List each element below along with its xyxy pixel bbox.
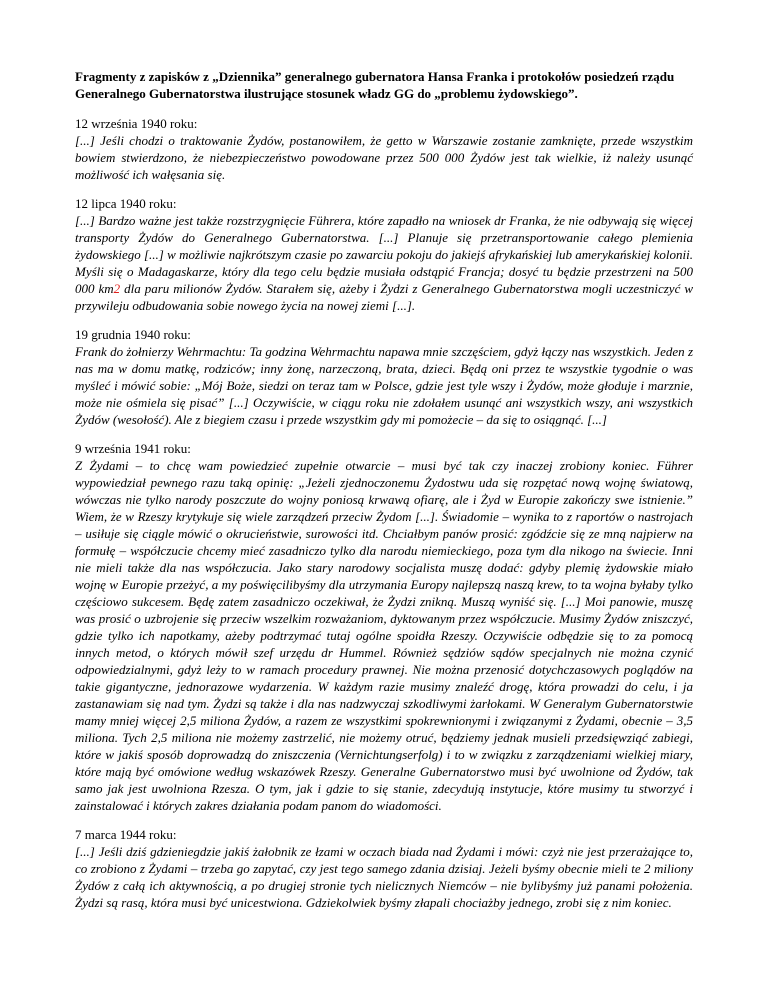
entry-1941-09-09 bbox=[75, 440, 693, 814]
superscript-red-2: 2 bbox=[113, 281, 121, 296]
entry-date: 12 lipca 1940 roku: bbox=[75, 196, 177, 211]
entry-text: Frank do żołnierzy Wehrmachtu: Ta godzina Wehrmachtu napawa mnie szczęściem, gdyż łączy nas wszystkich. Jeden z nas ma w domu matkę, rodziców; inny żonę, narzeczoną, brata, dzieci. Będą oni przez te wszystkie tygodnie o was myśleć i mówić sobie: „Mój Boże, siedzi on teraz tam w Polsce, gdzie jest tyle wszy i Żydów, może głoduje i marznie, może nie ośmiela się pisać” [...] Oczywiście, w ciągu roku nie zdołałem usunąć ani wszystkich wszy, ani wszystkich Żydów (wesołość). Ale z biegiem czasu i przede wszystkim gdy mi pomożecie – da się to osiągnąć. [...] bbox=[75, 344, 693, 427]
entry-date: 9 września 1941 roku: bbox=[75, 441, 191, 456]
document-title: Fragmenty z zapisków z „Dziennika” generalnego gubernatora Hansa Franka i protokołów posiedzeń rządu Generalnego Gubernatorstwa ilustrujące stosunek władz GG do „problemu żydowskiego”. bbox=[75, 69, 675, 101]
entry-date: 7 marca 1944 roku: bbox=[75, 827, 177, 842]
entry-date: 12 września 1940 roku: bbox=[75, 116, 198, 131]
entry-1944-03-07 bbox=[75, 826, 693, 911]
entry-date: 19 grudnia 1940 roku: bbox=[75, 327, 191, 342]
entry-1940-07-12 bbox=[75, 195, 693, 314]
entry-text: [...] Jeśli chodzi o traktowanie Żydów, postanowiłem, że getto w Warszawie zostanie zamknięte, przede wszystkim bowiem stwierdzono, że niebezpieczeństwo powodowane przez 500 000 Żydów jest tak wielkie, iż należy usunąć możliwość ich wałęsania się. bbox=[75, 133, 693, 182]
entry-text: Z Żydami – to chcę wam powiedzieć zupełnie otwarcie – musi być tak czy inaczej zrobiony koniec. Führer wypowiedział pewnego razu taką opinię: „Jeżeli zjednoczonemu Żydostwu uda się rozpętać nową wojnę światową, wówczas nie tylko narody poszczute do wojny poniosą krwawą ofiarę, ale i Żyd w Europie zakończy swe istnienie.” Wiem, że w Rzeszy krytykuje się wiele zarządzeń przeciw Żydom [...]. Świadomie – wynika to z raportów o nastrojach – usiłuje się ciągle mówić o okrucieństwie, surowości itd. Chciałbym panów prosić: zgódźcie się ze mną najpierw na formułę – współczucie chcemy mieć zasadniczo tylko dla narodu niemieckiego, poza tym dla nikogo na świecie. Inni nie mieli także dla nas współczucia. Jako stary narodowy socjalista muszę dodać: gdyby plemię żydowskie miało wojnę w Europie przeżyć, a my poświęcilibyśmy dla utrzymania Europy najlepszą naszą krew, to ta wojna byłaby tylko częściowo sukcesem. Będę zatem zasadniczo oczekiwał, że Żydzi znikną. Muszą wyniść się. [...] Moi panowie, muszę was prosić o uzbrojenie się przeciw wszelkim rozważaniom, dyktowanym przez współczucie. Musimy Żydów zniszczyć, gdzie tylko ich napotkamy, ażeby podtrzymać tutaj ogólne spoidła Rzeszy. Oczywiście odbędzie się to za pomocą innych metod, o których mówił szef urzędu dr Hummel. Również sędziów sądów specjalnych nie można czynić odpowiedzialnymi, gdyż leży to w ramach procedury prawnej. Nie można przenosić dotychczasowych poglądów na takie gigantyczne, jednorazowe wydarzenia. W każdym razie musimy znaleźć drogę, która prowadzi do celu, i ja zastanawiam się nad tym. Żydzi są także i dla nas nadzwyczaj szkodliwymi żarłokami. W Generalym Gubernatorstwie mamy mniej więcej 2,5 miliona Żydów, a razem ze wszystkimi spokrewnionymi i związanymi z Żydami, obecnie – 3,5 miliona. Tych 2,5 miliona nie możemy zastrzelić, nie możemy otruć, będziemy jednak musieli przedsięwziąć zabiegi, które w jakiś sposób doprowadzą do zniszczenia (Vernichtungserfolg) i to w związku z zarządzeniami wielkiej miary, które mają być omówione według wskazówek Rzeszy. Generalne Gubernatorstwo musi być uwolnione od Żydów, tak samo jak jest uwolniona Rzesza. O tym, jak i gdzie to się stanie, zdecydują instytucje, które musimy tu stworzyć i zainstalować i których zakres działania podam panom do wiadomości. bbox=[75, 458, 693, 813]
entry-1940-09-12 bbox=[75, 115, 693, 183]
entry-text-part: dla paru milionów Żydów. Starałem się, ażeby i Żydzi z Generalnego Gubernatorstwa mogli uczestniczyć w przywileju odbudowania sobie nowego życia na nowej ziemi [...]. bbox=[75, 281, 693, 313]
entry-text-part: [...] Bardzo ważne jest także rozstrzygnięcie Führera, które zapadło na wniosek dr Franka, że nie odbywają się więcej transporty Żydów do Generalnego Gubernatorstwa. [...] Planuje się przetransportowanie całego plemienia żydowskiego [...] w możliwie najkrótszym czasie po zawarciu pokoju do jakiejś afrykańskiej lub amerykańskiej kolonii. Myśli się o Madagaskarze, który dla tego celu będzie musiała odstąpić Francja; dosyć tu będzie przestrzeni na 500 000 km bbox=[75, 213, 693, 296]
entry-text bbox=[75, 212, 693, 314]
document-page bbox=[75, 68, 693, 923]
entry-1940-12-19 bbox=[75, 326, 693, 428]
entry-text: [...] Jeśli dziś gdzieniegdzie jakiś żałobnik ze łzami w oczach biada nad Żydami i mówi: czyż nie jest przerażające to, co zrobiono z Żydami – trzeba go zapytać, czy jest tego samego zdania dzisiaj. Jeżeli byśmy obecnie mieli te 2 miliony Żydów z całą ich aktywnością, a po drugiej stronie tych nielicznych Niemców – nie bylibyśmy już panami położenia. Żydzi są rasą, która musi być unicestwiona. Gdziekolwiek byśmy złapali chociażby jednego, zrobi się z nim koniec. bbox=[75, 844, 693, 910]
